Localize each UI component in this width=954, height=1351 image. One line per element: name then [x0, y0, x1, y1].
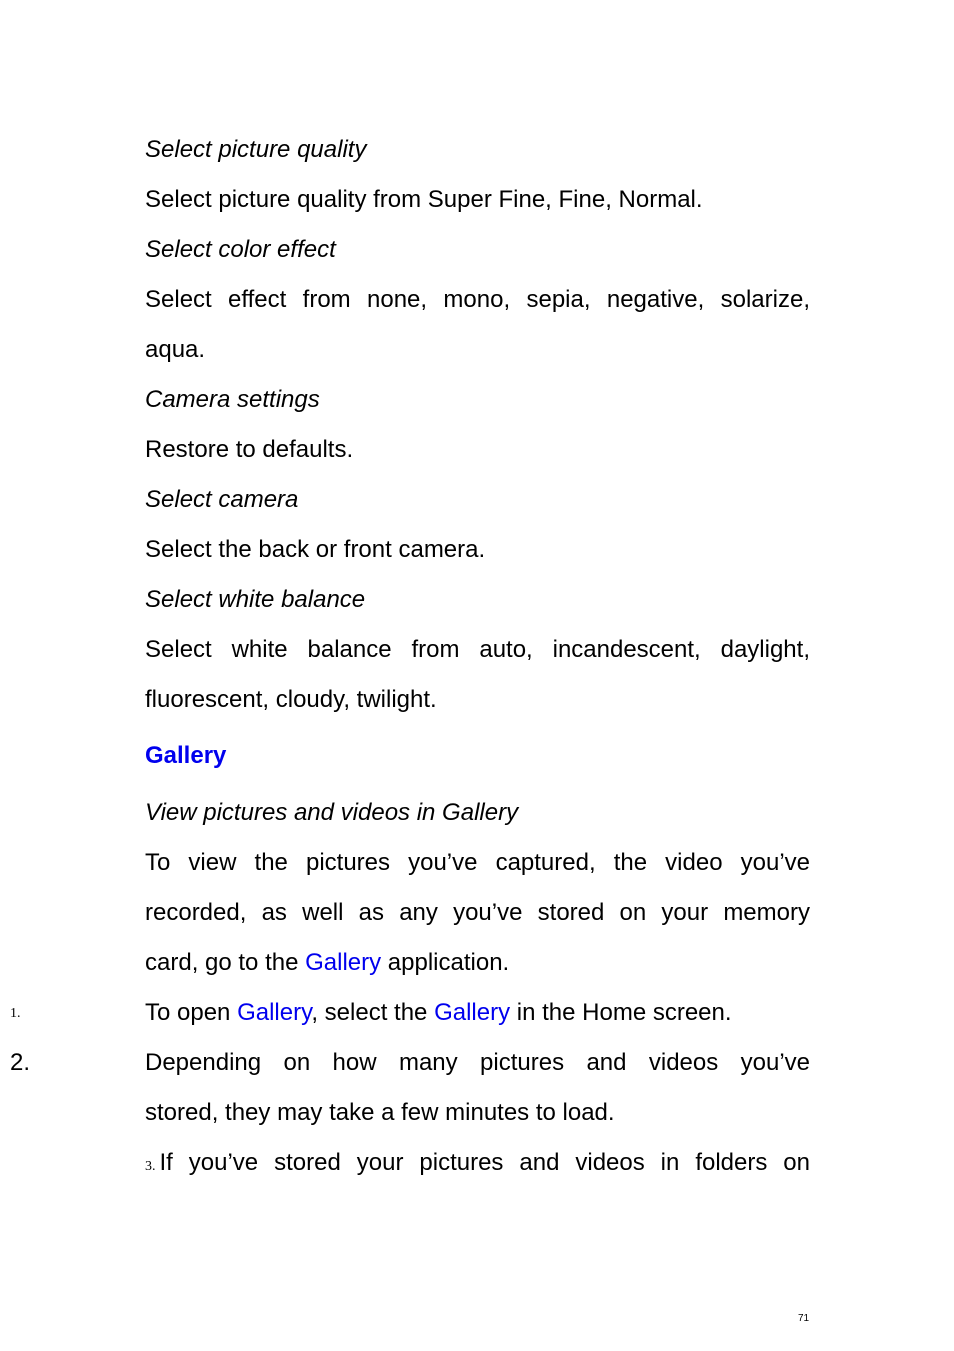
step-2-line1: Depending on how many pictures and videos you’ve [145, 1049, 810, 1076]
step-1-text [145, 999, 810, 1027]
step-3-row [145, 1149, 810, 1181]
gallery-intro-line1: To view the pictures you’ve captured, the video you’ve [145, 849, 810, 876]
step-1-number: 1. [10, 1006, 21, 1021]
step-2-line2: stored, they may take a few minutes to load. [145, 1099, 615, 1126]
white-balance-desc-line1: Select white balance from auto, incandescent, daylight, [145, 636, 810, 663]
step-1-text-end: in the Home screen. [510, 999, 732, 1026]
gallery-intro-line3 [145, 949, 810, 977]
step-3-line1: If you’ve stored your pictures and videos in folders on [159, 1149, 810, 1176]
step-1-gallery-link[interactable]: Gallery [237, 999, 312, 1026]
picture-quality-desc: Select picture quality from Super Fine, Fine, Normal. [145, 186, 703, 213]
picture-quality-title: Select picture quality [145, 136, 367, 163]
step-1-text-mid: , select the [311, 999, 435, 1026]
gallery-intro-text-end: application. [381, 949, 510, 976]
camera-settings-desc: Restore to defaults. [145, 436, 354, 463]
gallery-intro-text: card, go to the [145, 949, 306, 976]
color-effect-desc-line1: Select effect from none, mono, sepia, negative, solarize, [145, 286, 810, 313]
gallery-heading: Gallery [145, 742, 227, 769]
step-2-number: 2. [10, 1049, 31, 1076]
step-1-text-start: To open [145, 999, 238, 1026]
gallery-view-title: View pictures and videos in Gallery [145, 799, 519, 826]
step-1-gallery-link-2[interactable]: Gallery [434, 999, 511, 1026]
select-camera-desc: Select the back or front camera. [145, 536, 486, 563]
page-number: 71 [798, 1313, 810, 1324]
white-balance-desc-line2: fluorescent, cloudy, twilight. [145, 686, 437, 713]
camera-settings-title: Camera settings [145, 386, 320, 413]
select-camera-title: Select camera [145, 486, 299, 513]
color-effect-desc-line2: aqua. [145, 336, 206, 363]
gallery-intro-line2: recorded, as well as any you’ve stored on your memory [145, 899, 810, 926]
white-balance-title: Select white balance [145, 586, 366, 613]
gallery-app-link[interactable]: Gallery [305, 949, 382, 976]
color-effect-title: Select color effect [145, 236, 336, 263]
step-3-number: 3. [145, 1159, 156, 1174]
